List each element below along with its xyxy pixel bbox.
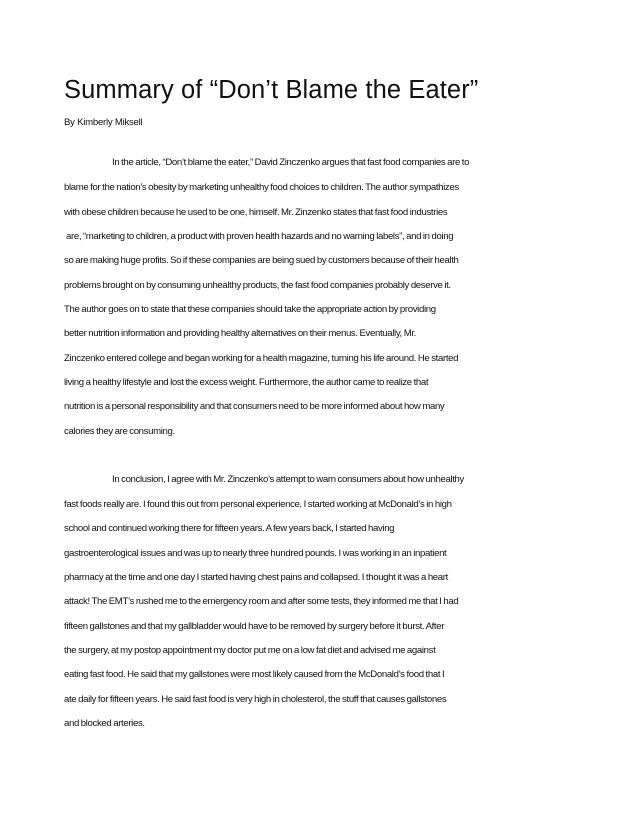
text-line: attack! The EMT’s rushed me to the emergency room and after some tests, they informed me that I had <box>64 596 459 607</box>
text-line: In the article, “Don’t blame the eater,” David Zinczenko argues that fast food companies are to <box>112 157 470 168</box>
text-line: Zinczenko entered college and began working for a health magazine, turning his life around. He started <box>64 353 459 364</box>
text-line: the surgery, at my postop appointment my doctor put me on a low fat diet and advised me against <box>64 645 436 656</box>
text-line: ate daily for fifteen years. He said fast food is very high in cholesterol, the stuff that causes gallstones <box>64 694 447 705</box>
text-line: so are making huge profits. So if these companies are being sued by customers because of their health <box>64 255 459 266</box>
text-line: and blocked arteries. <box>64 718 145 729</box>
text-line: gastroenterological issues and was up to nearly three hundred pounds. I was working in an inpatient <box>64 548 447 559</box>
text-line: fast foods really are. I found this out from personal experience. I started working at McDonald’s in high <box>64 499 452 510</box>
text-line: In conclusion, I agree with Mr. Zinczenko’s attempt to warn consumers about how unhealthy <box>112 474 464 485</box>
text-line: eating fast food. He said that my gallstones were most likely caused from the McDonald’s food that I <box>64 669 445 680</box>
document-title: Summary of “Don’t Blame the Eater” <box>64 76 479 104</box>
text-line: school and continued working there for fifteen years. A few years back, I started having <box>64 523 395 534</box>
text-line: better nutrition information and providing healthy alternatives on their menus. Eventually, Mr. <box>64 328 416 339</box>
text-line: pharmacy at the time and one day I started having chest pains and collapsed. I thought it was a heart <box>64 572 448 583</box>
author-byline: By Kimberly Miksell <box>64 117 143 128</box>
text-line: problems brought on by consuming unhealthy products, the fast food companies probably deserve it. <box>64 280 451 291</box>
text-line: The author goes on to state that these companies should take the appropriate action by providing <box>64 304 436 315</box>
text-line: living a healthy lifestyle and lost the excess weight. Furthermore, the author came to realize that <box>64 377 429 388</box>
text-line: are, “marketing to children, a product with proven health hazards and no warning labels”, and in doing <box>66 231 454 242</box>
text-line: blame for the nation’s obesity by marketing unhealthy food choices to children. The author sympathizes <box>64 182 459 193</box>
text-line: nutrition is a personal responsibility and that consumers need to be more informed about how many <box>64 401 445 412</box>
text-line: calories they are consuming. <box>64 426 175 437</box>
text-line: with obese children because he used to be one, himself. Mr. Zinzenko states that fast food industries <box>64 207 448 218</box>
text-line: fifteen gallstones and that my gallbladder would have to be removed by surgery before it burst. After <box>64 621 445 632</box>
